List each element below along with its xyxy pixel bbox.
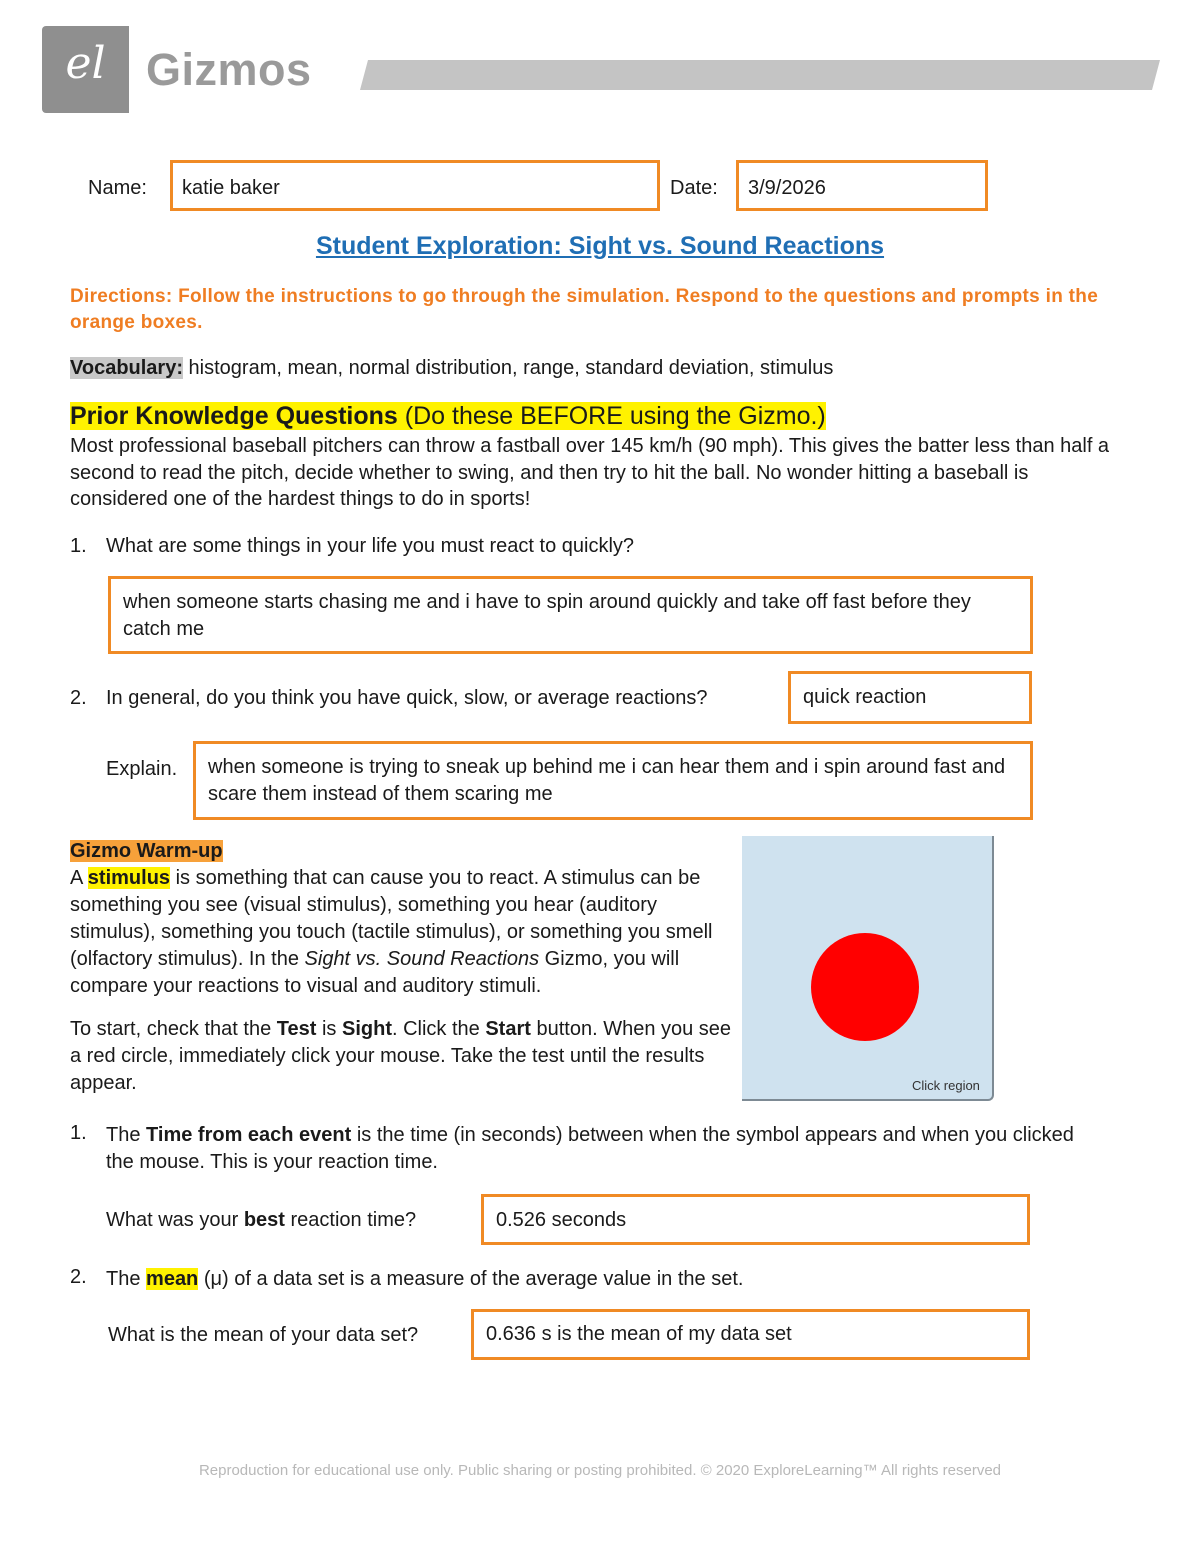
name-value: katie baker bbox=[182, 177, 280, 199]
wu-q2-prompt: What is the mean of your data set? bbox=[108, 1324, 419, 1346]
prior-knowledge-heading bbox=[70, 400, 826, 432]
pk-q1-number: 1. bbox=[70, 535, 87, 557]
warmup-heading-line bbox=[70, 838, 223, 865]
prior-heading: Prior Knowledge Questions bbox=[70, 402, 398, 430]
wu-q1-text: The Time from each event is the time (in seconds) between when the symbol appears and when you clicked the mouse. This is your reaction time. bbox=[106, 1124, 1074, 1173]
date-value: 3/9/2026 bbox=[748, 177, 826, 199]
wu-q1-prompt: What was your best reaction time? bbox=[106, 1209, 417, 1231]
logo-text: Gizmos bbox=[146, 44, 312, 95]
footer-copyright: Reproduction for educational use only. Public sharing or posting prohibited. © 2020 ExploreLearning™ All rights reserved bbox=[198, 1462, 1002, 1479]
wu-q2-text: The mean (μ) of a data set is a measure of the average value in the set. bbox=[106, 1268, 744, 1290]
prior-subheading: (Do these BEFORE using the Gizmo.) bbox=[397, 402, 826, 430]
pk-q2-number: 2. bbox=[70, 687, 87, 709]
date-label: Date: bbox=[670, 177, 718, 199]
name-field[interactable] bbox=[170, 160, 660, 211]
wu-q1-answer[interactable]: 0.526 seconds bbox=[481, 1194, 1030, 1245]
vocabulary-line bbox=[70, 355, 833, 382]
click-region-caption: Click region bbox=[912, 1078, 980, 1093]
vocabulary-terms: histogram, mean, normal distribution, range, standard deviation, stimulus bbox=[183, 357, 834, 379]
wu-q2-answer[interactable]: 0.636 s is the mean of my data set bbox=[471, 1309, 1030, 1360]
name-label: Name: bbox=[88, 177, 147, 199]
pk-q2-text: In general, do you think you have quick, slow, or average reactions? bbox=[106, 687, 708, 709]
warmup-paragraph-2: To start, check that the Test is Sight. Click the Start button. When you see a red circle, immediately click your mouse. Take the test until the results appear. bbox=[70, 1018, 732, 1094]
wu-q2-number: 2. bbox=[70, 1266, 87, 1288]
pk-q2-answer[interactable]: quick reaction bbox=[788, 671, 1032, 724]
wu-q1-number: 1. bbox=[70, 1122, 87, 1144]
header-bar bbox=[360, 60, 1160, 90]
page-title: Student Exploration: Sight vs. Sound Reactions bbox=[315, 232, 885, 260]
directions: Directions: Follow the instructions to go through the simulation. Respond to the questions and prompts in the orange boxes. bbox=[70, 286, 1099, 333]
vocabulary-label: Vocabulary: bbox=[70, 357, 183, 379]
pk-q1-text: What are some things in your life you must react to quickly? bbox=[106, 535, 635, 557]
date-field[interactable] bbox=[736, 160, 988, 211]
pk-q1-answer[interactable]: when someone starts chasing me and i have to spin around quickly and take off fast before they catch me bbox=[108, 576, 1033, 654]
pk-q2-explain-answer[interactable]: when someone is trying to sneak up behind me i can hear them and i spin around fast and scare them instead of them scaring me bbox=[193, 741, 1033, 820]
red-circle-stimulus bbox=[811, 933, 919, 1041]
mean-term: mean bbox=[146, 1268, 199, 1290]
stimulus-term: stimulus bbox=[87, 867, 171, 889]
warmup-paragraph-1: A stimulus is something that can cause you to react. A stimulus can be something you see (visual stimulus), something you hear (auditory stimulus), something you touch (tactile stimulus), or something you smell (olfactory stimulus). In the Sight vs. Sound Reactions Gizmo, you will compare your reactions to visual and auditory stimuli. bbox=[70, 867, 713, 997]
logo-glyph: el bbox=[65, 38, 106, 89]
explain-label: Explain. bbox=[106, 758, 178, 780]
warmup-heading: Gizmo Warm-up bbox=[70, 840, 223, 862]
prior-intro: Most professional baseball pitchers can throw a fastball over 145 km/h (90 mph). This gives the batter less than half a second to read the pitch, decide whether to swing, and then try to hit the ball. No wonder hitting a baseball is considered one of the hardest things to do in sports! bbox=[70, 435, 1110, 510]
